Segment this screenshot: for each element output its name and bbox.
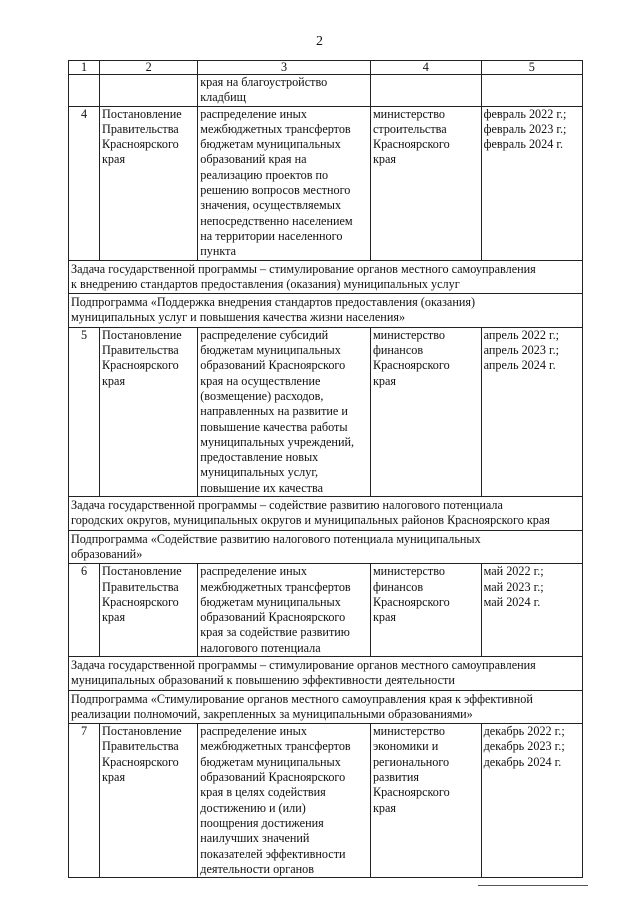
cell-line: образований Красноярского	[200, 358, 346, 373]
cell-line: Задача государственной программы – стимулирование органов местного самоуправления	[71, 657, 536, 672]
cell-line: края за содействие развитию	[200, 625, 350, 640]
row-number-cell	[69, 75, 100, 107]
cell-line: регионального	[372, 754, 450, 769]
cell-line: межбюджетных трансфертов	[200, 739, 351, 754]
cell-line: экономики и	[372, 739, 439, 754]
cell-line: края на осуществление	[200, 373, 321, 388]
cell-line: решению вопросов местного	[200, 183, 351, 198]
bottom-divider	[478, 885, 588, 886]
cell-line: февраль 2023 г.;	[483, 121, 567, 136]
description-cell	[198, 75, 371, 107]
cell-line: муниципальных услуг,	[200, 465, 319, 480]
cell-line: декабрь 2023 г.;	[483, 739, 565, 754]
cell-line: края	[372, 373, 396, 388]
cell-line: Красноярского	[102, 594, 179, 609]
cell-line: образований»	[71, 546, 143, 561]
cell-line: распределение иных	[200, 724, 307, 739]
subprogram-heading	[69, 690, 583, 724]
description-cell	[198, 724, 371, 878]
cell-line: наилучших значений	[200, 831, 310, 846]
cell-line: министерство	[372, 106, 445, 121]
cell-line: к внедрению стандартов предоставления (оказания) муниципальных услуг	[71, 276, 460, 291]
description-cell	[198, 564, 371, 657]
ministry-cell	[370, 564, 481, 657]
cell-line: Красноярского	[372, 358, 450, 373]
cell-line: Красноярского	[102, 137, 179, 152]
cell-line: Правительства	[102, 739, 179, 754]
cell-line: Правительства	[102, 343, 179, 358]
cell-line: реализации полномочий, закрепленных за муниципальными образованиями»	[71, 706, 473, 721]
cell-line: Красноярского	[372, 137, 450, 152]
cell-line: Красноярского	[372, 594, 450, 609]
cell-line: Красноярского	[372, 785, 450, 800]
description-cell	[198, 106, 371, 260]
table-row	[69, 724, 583, 878]
program-table	[68, 60, 583, 878]
task-row	[69, 497, 583, 531]
document-cell	[100, 106, 198, 260]
cell-line: Подпрограмма «Стимулирование органов местного самоуправления края к эффективной	[71, 691, 533, 706]
cell-line: края	[372, 610, 396, 625]
dates-cell	[481, 724, 582, 878]
cell-line: Красноярского	[102, 754, 179, 769]
ministry-cell	[370, 327, 481, 496]
row-number-cell: 6	[69, 564, 100, 657]
dates-cell	[481, 106, 582, 260]
table-row	[69, 564, 583, 657]
cell-line: министерство	[372, 724, 445, 739]
cell-line: декабрь 2024 г.	[483, 754, 562, 769]
cell-line: Задача государственной программы – стимулирование органов местного самоуправления	[71, 261, 536, 276]
cell-line: на территории населенного	[200, 228, 343, 243]
table-row	[69, 75, 583, 107]
cell-line: Задача государственной программы – содействие развитию налогового потенциала	[71, 498, 503, 513]
cell-line: муниципальных учреждений,	[200, 434, 355, 449]
cell-line: бюджетам муниципальных	[200, 343, 341, 358]
cell-line: образований Красноярского	[200, 770, 346, 785]
document-cell	[100, 75, 198, 107]
cell-line: финансов	[372, 343, 424, 358]
cell-line: края	[102, 610, 126, 625]
cell-line: декабрь 2022 г.;	[483, 724, 565, 739]
cell-line: февраль 2024 г.	[483, 137, 564, 152]
header-cell: 1	[69, 61, 100, 75]
row-number-cell: 7	[69, 724, 100, 878]
cell-line: края	[102, 373, 126, 388]
cell-line: муниципальных образований к повышению эффективности деятельности	[71, 673, 455, 688]
description-cell	[198, 327, 371, 496]
cell-line: повышение качества работы	[200, 419, 348, 434]
cell-line: Подпрограмма «Содействие развитию налогового потенциала муниципальных	[71, 531, 481, 546]
cell-line: края	[102, 770, 126, 785]
cell-line: края в целях содействия	[200, 785, 326, 800]
cell-line: показателей эффективности	[200, 846, 346, 861]
cell-line: предоставление новых	[200, 450, 319, 465]
ministry-cell	[370, 724, 481, 878]
dates-cell	[481, 75, 582, 107]
dates-cell	[481, 564, 582, 657]
table-row	[69, 327, 583, 496]
header-cell: 4	[370, 61, 481, 75]
cell-line: Постановление	[102, 564, 182, 579]
document-cell	[100, 327, 198, 496]
cell-line: Постановление	[102, 724, 182, 739]
document-cell	[100, 564, 198, 657]
cell-line: Красноярского	[102, 358, 179, 373]
subprogram-heading	[69, 530, 583, 564]
cell-line: министерство	[372, 327, 445, 342]
subprogram-row	[69, 294, 583, 328]
cell-line: налогового потенциала	[200, 640, 321, 655]
cell-line: февраль 2022 г.;	[483, 106, 567, 121]
task-row	[69, 656, 583, 690]
cell-line: Постановление	[102, 327, 182, 342]
cell-line: деятельности органов	[200, 861, 315, 876]
task-heading	[69, 497, 583, 531]
cell-line: значения, осуществляемых	[200, 198, 342, 213]
cell-line: распределение субсидий	[200, 327, 329, 342]
cell-line: реализацию проектов по	[200, 167, 329, 182]
document-cell	[100, 724, 198, 878]
cell-line: городских округов, муниципальных округов и муниципальных районов Красноярского края	[71, 513, 550, 528]
cell-line: муниципальных услуг и повышения качества жизни населения»	[71, 310, 406, 325]
cell-line: межбюджетных трансфертов	[200, 579, 351, 594]
cell-line: бюджетам муниципальных	[200, 594, 341, 609]
cell-line: апрель 2023 г.;	[483, 343, 560, 358]
subprogram-row	[69, 690, 583, 724]
cell-line: финансов	[372, 579, 424, 594]
cell-line: (возмещение) расходов,	[200, 388, 324, 403]
cell-line: апрель 2022 г.;	[483, 327, 560, 342]
row-number-cell: 4	[69, 106, 100, 260]
cell-line: май 2023 г.;	[483, 579, 544, 594]
cell-line: достижению и (или)	[200, 800, 306, 815]
cell-line: министерство	[372, 564, 445, 579]
cell-line: образований Красноярского	[200, 610, 346, 625]
ministry-cell	[370, 106, 481, 260]
cell-line: направленных на развитие и	[200, 404, 348, 419]
cell-line: Подпрограмма «Поддержка внедрения стандартов предоставления (оказания)	[71, 295, 476, 310]
cell-line: развития	[372, 770, 420, 785]
cell-line: строительства	[372, 121, 447, 136]
cell-line: края	[102, 152, 126, 167]
cell-line: кладбищ	[200, 90, 246, 105]
cell-line: распределение иных	[200, 564, 307, 579]
cell-line: май 2024 г.	[483, 594, 541, 609]
row-number-cell: 5	[69, 327, 100, 496]
cell-line: непосредственно населением	[200, 213, 353, 228]
cell-line: апрель 2024 г.	[483, 358, 556, 373]
cell-line: края на благоустройство	[200, 75, 328, 89]
task-heading	[69, 656, 583, 690]
task-heading	[69, 260, 583, 294]
cell-line: образований края на	[200, 152, 307, 167]
cell-line: бюджетам муниципальных	[200, 137, 341, 152]
table-row	[69, 106, 583, 260]
subprogram-heading	[69, 294, 583, 328]
ministry-cell	[370, 75, 481, 107]
cell-line: Постановление	[102, 106, 182, 121]
header-cell: 5	[481, 61, 582, 75]
table-header-row	[69, 61, 583, 75]
header-cell: 2	[100, 61, 198, 75]
cell-line: края	[372, 152, 396, 167]
cell-line: май 2022 г.;	[483, 564, 544, 579]
cell-line: поощрения достижения	[200, 815, 324, 830]
cell-line: бюджетам муниципальных	[200, 754, 341, 769]
cell-line: края	[372, 800, 396, 815]
header-cell: 3	[198, 61, 371, 75]
cell-line: повышение их качества	[200, 480, 324, 495]
cell-line: распределение иных	[200, 106, 307, 121]
cell-line: Правительства	[102, 121, 179, 136]
cell-line: пункта	[200, 244, 237, 259]
cell-line: межбюджетных трансфертов	[200, 121, 351, 136]
dates-cell	[481, 327, 582, 496]
task-row	[69, 260, 583, 294]
cell-line: Правительства	[102, 579, 179, 594]
subprogram-row	[69, 530, 583, 564]
page-number: 2	[316, 34, 323, 49]
